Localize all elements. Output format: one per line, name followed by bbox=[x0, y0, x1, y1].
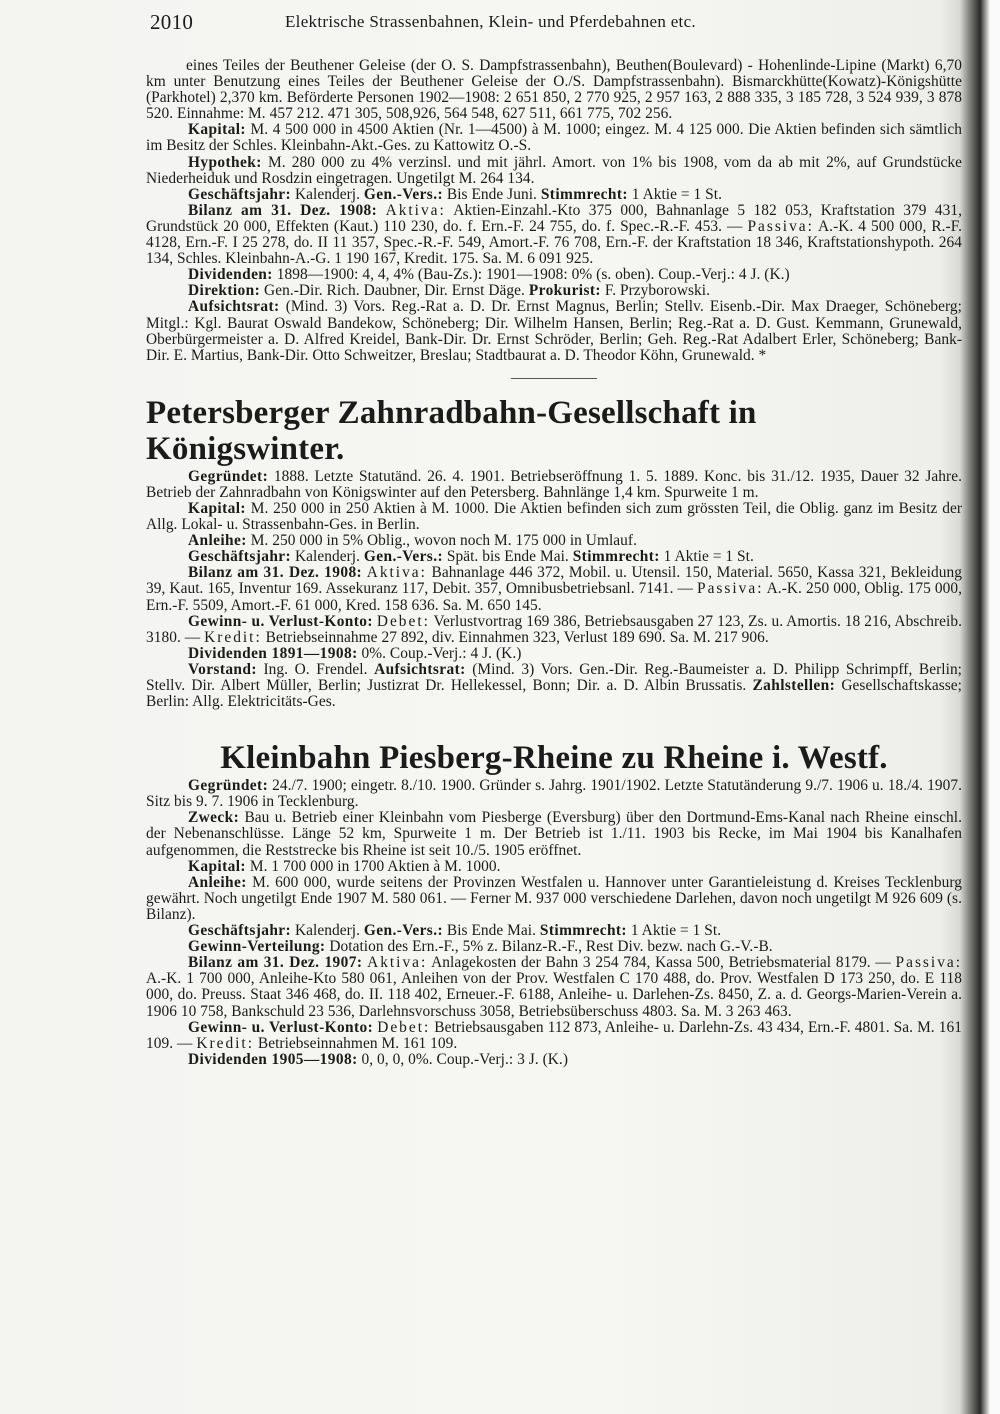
field-label: Kapital: bbox=[188, 499, 246, 517]
entry-petersberger-zahnradbahn bbox=[146, 395, 962, 710]
field-label: Gen.-Vers.: bbox=[363, 548, 443, 566]
field-label: Zweck: bbox=[188, 809, 240, 827]
page-number: 2010 bbox=[150, 10, 194, 34]
genvers-text: Bis Ende Mai. bbox=[446, 922, 537, 940]
kapital-text: M. 250 000 in 250 Aktien à M. 1000. Die Aktien befinden sich zum grössten Teil, die Oblig. ganz im Besitz der Allg. Lokal- u. Strassenbahn-Ges. in Berlin. bbox=[146, 499, 962, 534]
debet-label: Debet: bbox=[376, 612, 430, 630]
zahlstellen-text: Gesellschaftskasse; Berlin: Allg. Elektricitäts-Ges. bbox=[146, 677, 962, 711]
kredit-label: Kredit: bbox=[196, 1034, 254, 1052]
guv-paragraph bbox=[146, 614, 962, 646]
kapital-paragraph bbox=[146, 501, 962, 533]
gewinnverteilung-paragraph bbox=[146, 939, 962, 955]
field-label: Gewinn- u. Verlust-Konto: bbox=[188, 1018, 374, 1036]
passiva-label: Passiva: bbox=[895, 954, 962, 972]
field-label: Bilanz am 31. Dez. 1908: bbox=[188, 201, 378, 219]
gegruendet-text: 1888. Letzte Statutänd. 26. 4. 1901. Betriebseröffnung 1. 5. 1889. Konc. bis 31./12. 1935, Dauer 32 Jahre. Betrieb der Zahnradbahn von Königswinter auf den Petersberg. Bahnlänge 1,4 km. Spurweite 1 m. bbox=[146, 467, 962, 501]
dividenden-text: 0, 0, 0, 0%. Coup.-Verj.: 3 J. (K.) bbox=[361, 1050, 569, 1068]
geschaeftsjahr-text: Kalenderj. bbox=[294, 185, 360, 203]
field-label: Aufsichtsrat: bbox=[374, 660, 466, 678]
guv-kredit-text: Betriebseinnahme 27 892, div. Einnahmen 323, Verlust 189 690. Sa. M. 217 906. bbox=[265, 628, 769, 646]
gewinnverteilung-text: Dotation des Ern.-F., 5% z. Bilanz-R.-F., Rest Div. bezw. nach G.-V.-B. bbox=[329, 938, 773, 956]
gegruendet-paragraph bbox=[146, 778, 962, 810]
field-label: Stimmrecht: bbox=[539, 922, 627, 940]
dividenden-paragraph bbox=[146, 1052, 962, 1068]
kapital-text: M. 4 500 000 in 4500 Aktien (Nr. 1—4500) à M. 1000; eingez. M. 4 125 000. Die Aktien befinden sich sämtlich im Besitz der Schles. Kleinbahn-Akt.-Ges. zu Kattowitz O.-S. bbox=[146, 121, 962, 155]
field-label: Anleihe: bbox=[188, 532, 247, 550]
kapital-text: M. 1 700 000 in 1700 Aktien à M. 1000. bbox=[249, 857, 501, 875]
geschaeftsjahr-text: Kalenderj. bbox=[294, 922, 360, 940]
bilanz-passiva-text: A.-K. 1 700 000, Anleihe-Kto 580 061, Anleihen von der Prov. Westfalen C 170 488, do. Prov. Westfalen D 173 250, do. E 118 000, do. Preuss. Staat 346 468, do. II. 118 402, Erneuer.-F. 6188, Anleihe- u. Darlehen-Zs. 8450, Z. a. d. Georgs-Marien-Verein a. 1906 10 758, Bankschuld 23 536, Darlehnsvorschuss 3058, Betriebsüberschuss 4803. Sa. M. 3 263 463. bbox=[146, 970, 962, 1020]
field-label: Anleihe: bbox=[188, 873, 247, 891]
running-title: Elektrische Strassenbahnen, Klein- und Pferdebahnen etc. bbox=[285, 12, 696, 31]
zweck-paragraph bbox=[146, 810, 962, 858]
field-label: Gegründet: bbox=[188, 467, 269, 485]
guv-paragraph bbox=[146, 1020, 962, 1052]
stimmrecht-text: 1 Aktie = 1 St. bbox=[630, 922, 722, 940]
entry-schlesische-kleinbahn bbox=[146, 58, 962, 364]
geschaeftsjahr-text: Kalenderj. bbox=[294, 548, 360, 566]
geschaeftsjahr-paragraph bbox=[146, 549, 962, 565]
section-divider bbox=[511, 378, 597, 379]
hypothek-paragraph bbox=[146, 155, 962, 187]
field-label: Geschäftsjahr: bbox=[188, 922, 292, 940]
bilanz-aktiva-text: Aktien-Einzahl.-Kto 375 000, Bahnanlage 5 182 053, Kraftstation 379 431, Grundstück 20 000, Effekten (Kaut.) 110 230, do. f. Ern.-F. 24 755, do. f. Spec.-R.-F. 453. — bbox=[146, 201, 962, 235]
hypothek-text: M. 280 000 zu 4% verzinsl. und mit jährl. Amort. von 1% bis 1908, vom da ab mit 2%, auf Grundstücke Niederheiduk und Rosdzin eingetragen. Ungetilgt M. 264 134. bbox=[146, 153, 962, 187]
anleihe-paragraph bbox=[146, 875, 962, 923]
field-label: Stimmrecht: bbox=[572, 548, 660, 566]
entry-heading: Kleinbahn Piesberg-Rheine zu Rheine i. Westf. bbox=[220, 740, 888, 777]
field-label: Kapital: bbox=[188, 121, 246, 139]
field-label: Prokurist: bbox=[528, 282, 601, 300]
kredit-label: Kredit: bbox=[204, 628, 262, 646]
kapital-paragraph bbox=[146, 122, 962, 154]
gegruendet-paragraph bbox=[146, 469, 962, 501]
field-label: Zahlstellen: bbox=[752, 677, 836, 694]
aufsichtsrat-text: (Mind. 3) Vors. Reg.-Rat a. D. Dr. Ernst Magnus, Berlin; Stellv. Eisenb.-Dir. Max Draeger, Schöneberg; Mitgl.: Kgl. Baurat Oswald Bandekow, Schöneberg; Dir. Wilhelm Hansen, Berlin; Reg.-Rat a. D. Gust. Kemmann, Grunewald, Oberbürgermeister a. D. Alfred Kreidel, Bank-Dir. Dr. Ernst Schröder, Berlin; Geh. Reg.-Rat Adalbert Erler, Schöneberg; Bank-Dir. E. Martius, Bank-Dir. Otto Schweitzer, Breslau; Stadtbaurat a. D. Theodor Köhn, Grunewald. * bbox=[146, 298, 963, 364]
anleihe-text: M. 600 000, wurde seitens der Provinzen Westfalen u. Hannover unter Garantieleistung d. Kreises Tecklenburg gewährt. Noch ungetilgt Ende 1907 M. 580 061. — Ferner M. 937 000 verschiedene Darlehen, davon noch ungetilgt M 926 609 (s. Bilanz). bbox=[146, 873, 962, 923]
dividenden-paragraph bbox=[146, 267, 962, 283]
field-label: Bilanz am 31. Dez. 1907: bbox=[188, 954, 363, 972]
debet-label: Debet: bbox=[377, 1018, 431, 1036]
entry-continuation-paragraph: eines Teiles der Beuthener Geleise (der O. S. Dampfstrassenbahn), Beuthen(Boulevard) - Hohenlinde-Lipine (Markt) 6,70 km unter Benutzung eines Teiles der Beuthener Geleise der O./S. Dampfstrassenbahn). Bismarckhütte(Kowatz)-Königshütte (Parkhotel) 2,370 km. Beförderte Personen 1902—1908: 2 651 850, 2 770 925, 2 957 163, 2 888 335, 3 185 728, 3 524 939, 3 878 520. Einnahme: M. 457 212. 471 305, 508,926, 564 548, 627 511, 661 775, 702 256. bbox=[146, 57, 962, 123]
field-label: Dividenden 1891—1908: bbox=[188, 644, 358, 662]
aufsichtsrat-paragraph bbox=[146, 299, 962, 363]
field-label: Geschäftsjahr: bbox=[188, 548, 292, 566]
stimmrecht-text: 1 Aktie = 1 St. bbox=[631, 185, 723, 203]
field-label: Dividenden: bbox=[188, 266, 273, 284]
prokurist-text: F. Przyborowski. bbox=[604, 282, 711, 300]
page-header bbox=[150, 8, 940, 36]
genvers-text: Spät. bis Ende Mai. bbox=[446, 548, 569, 566]
entry-heading: Petersberger Zahnradbahn-Gesellschaft in Königswinter. bbox=[146, 394, 757, 467]
bilanz-paragraph bbox=[146, 203, 962, 267]
bilanz-aktiva-text: Bahnanlage 446 372, Mobil. u. Utensil. 150, Material. 5650, Kassa 321, Bekleidung 39, Kaut. 165, Inventur 169. Assekuranz 117, Debit. 357, Omnibusbetriebsanl. 7141. — bbox=[146, 564, 962, 598]
field-label: Geschäftsjahr: bbox=[188, 185, 292, 203]
gegruendet-text: 24./7. 1900; eingetr. 8./10. 1900. Gründer s. Jahrg. 1901/1902. Letzte Statutänderung 9./7. 1906 u. 18./4. 1907. Sitz bis 9. 7. 1906 in Tecklenburg. bbox=[146, 777, 962, 811]
guv-kredit-text: Betriebseinnahmen M. 161 109. bbox=[257, 1034, 458, 1052]
field-label: Gen.-Vers.: bbox=[363, 185, 443, 203]
bilanz-passiva-text: A.-K. 250 000, Oblig. 175 000, Ern.-F. 5509, Amort.-F. 61 000, Kred. 158 636. Sa. M. 650 145. bbox=[146, 580, 962, 614]
field-label: Gewinn- u. Verlust-Konto: bbox=[188, 612, 373, 630]
aktiva-label: Aktiva: bbox=[367, 954, 428, 972]
direktion-text: Gen.-Dir. Rich. Daubner, Dir. Ernst Däge. bbox=[264, 282, 525, 300]
bilanz-aktiva-text: Anlagekosten der Bahn 3 254 784, Kassa 500, Betriebsmaterial 8179. — bbox=[431, 954, 891, 972]
vorstand-text: Ing. O. Frendel. bbox=[263, 660, 368, 678]
field-label: Vorstand: bbox=[188, 660, 257, 678]
genvers-text: Bis Ende Juni. bbox=[446, 185, 537, 203]
direktion-paragraph bbox=[146, 283, 962, 299]
field-label: Dividenden 1905—1908: bbox=[188, 1050, 358, 1068]
field-label: Hypothek: bbox=[188, 153, 262, 171]
field-label: Aufsichtsrat: bbox=[188, 298, 280, 316]
entry-kleinbahn-piesberg-rheine bbox=[146, 740, 962, 1068]
field-label: Gen.-Vers.: bbox=[363, 922, 443, 940]
dividenden-text: 1898—1900: 4, 4, 4% (Bau-Zs.): 1901—1908: 0% (s. oben). Coup.-Verj.: 4 J. (K.) bbox=[276, 266, 790, 284]
bilanz-paragraph bbox=[146, 565, 962, 613]
field-label: Direktion: bbox=[188, 282, 261, 300]
dividenden-text: 0%. Coup.-Verj.: 4 J. (K.) bbox=[361, 644, 522, 662]
field-label: Stimmrecht: bbox=[540, 185, 628, 203]
zweck-text: Bau u. Betrieb einer Kleinbahn vom Piesberge (Eversburg) über den Dortmund-Ems-Kanal nach Rheine einschl. der Nebenanschlüsse. Länge 52 km, Spurweite 1 m. Der Betrieb ist 1./11. 1903 bis Recke, im Mai 1904 bis Kanalhafen aufgenommen, die Reststrecke bis Rheine ist seit 10./5. 1905 eröffnet. bbox=[146, 809, 962, 859]
guv-debet-text: Betriebsausgaben 112 873, Anleihe- u. Darlehn-Zs. 43 434, Ern.-F. 4801. Sa. M. 161 109. — bbox=[146, 1018, 962, 1052]
vorstand-paragraph bbox=[146, 662, 962, 710]
aufsichtsrat-text: (Mind. 3) Vors. Gen.-Dir. Reg.-Baumeister a. D. Philipp Schrimpff, Berlin; Stellv. Dir. Albert Müller, Berlin; Justizrat Dr. Hellekessel, Bonn; Dir. a. D. Albin Brussatis. bbox=[146, 660, 963, 694]
geschaeftsjahr-paragraph bbox=[146, 187, 962, 203]
field-label: Gewinn-Verteilung: bbox=[188, 938, 326, 956]
anleihe-paragraph bbox=[146, 533, 962, 549]
dividenden-paragraph bbox=[146, 646, 962, 662]
bilanz-passiva-text: A.-K. 4 500 000, R.-F. 4128, Ern.-F. I 25 278, do. II 11 357, Spec.-R.-F. 549, Amort.-F. 76 708, Ern.-F. der Kraftstation 18 346, Kraftstationshypoth. 264 134, Schles. Kleinbahn-A.-G. 1 190 167, Kredit. 175. Sa. M. 6 091 925. bbox=[146, 217, 962, 268]
text-column bbox=[146, 58, 962, 1068]
guv-debet-text: Verlustvortrag 169 386, Betriebsausgaben 27 123, Zs. u. Amortis. 18 216, Abschreib. 3180. — bbox=[146, 612, 963, 646]
bilanz-paragraph bbox=[146, 955, 962, 1019]
anleihe-text: M. 250 000 in 5% Oblig., wovon noch M. 175 000 in Umlauf. bbox=[250, 532, 638, 550]
stimmrecht-text: 1 Aktie = 1 St. bbox=[663, 548, 754, 566]
field-label: Kapital: bbox=[188, 857, 246, 875]
aktiva-label: Aktiva: bbox=[366, 564, 427, 582]
passiva-label: Passiva: bbox=[697, 580, 764, 598]
kapital-paragraph bbox=[146, 859, 962, 875]
aktiva-label: Aktiva: bbox=[385, 201, 446, 219]
passiva-label: Passiva: bbox=[747, 217, 814, 235]
field-label: Bilanz am 31. Dez. 1908: bbox=[188, 564, 363, 582]
section-spacer bbox=[146, 710, 962, 740]
field-label: Gegründet: bbox=[188, 777, 269, 795]
geschaeftsjahr-paragraph bbox=[146, 923, 962, 939]
